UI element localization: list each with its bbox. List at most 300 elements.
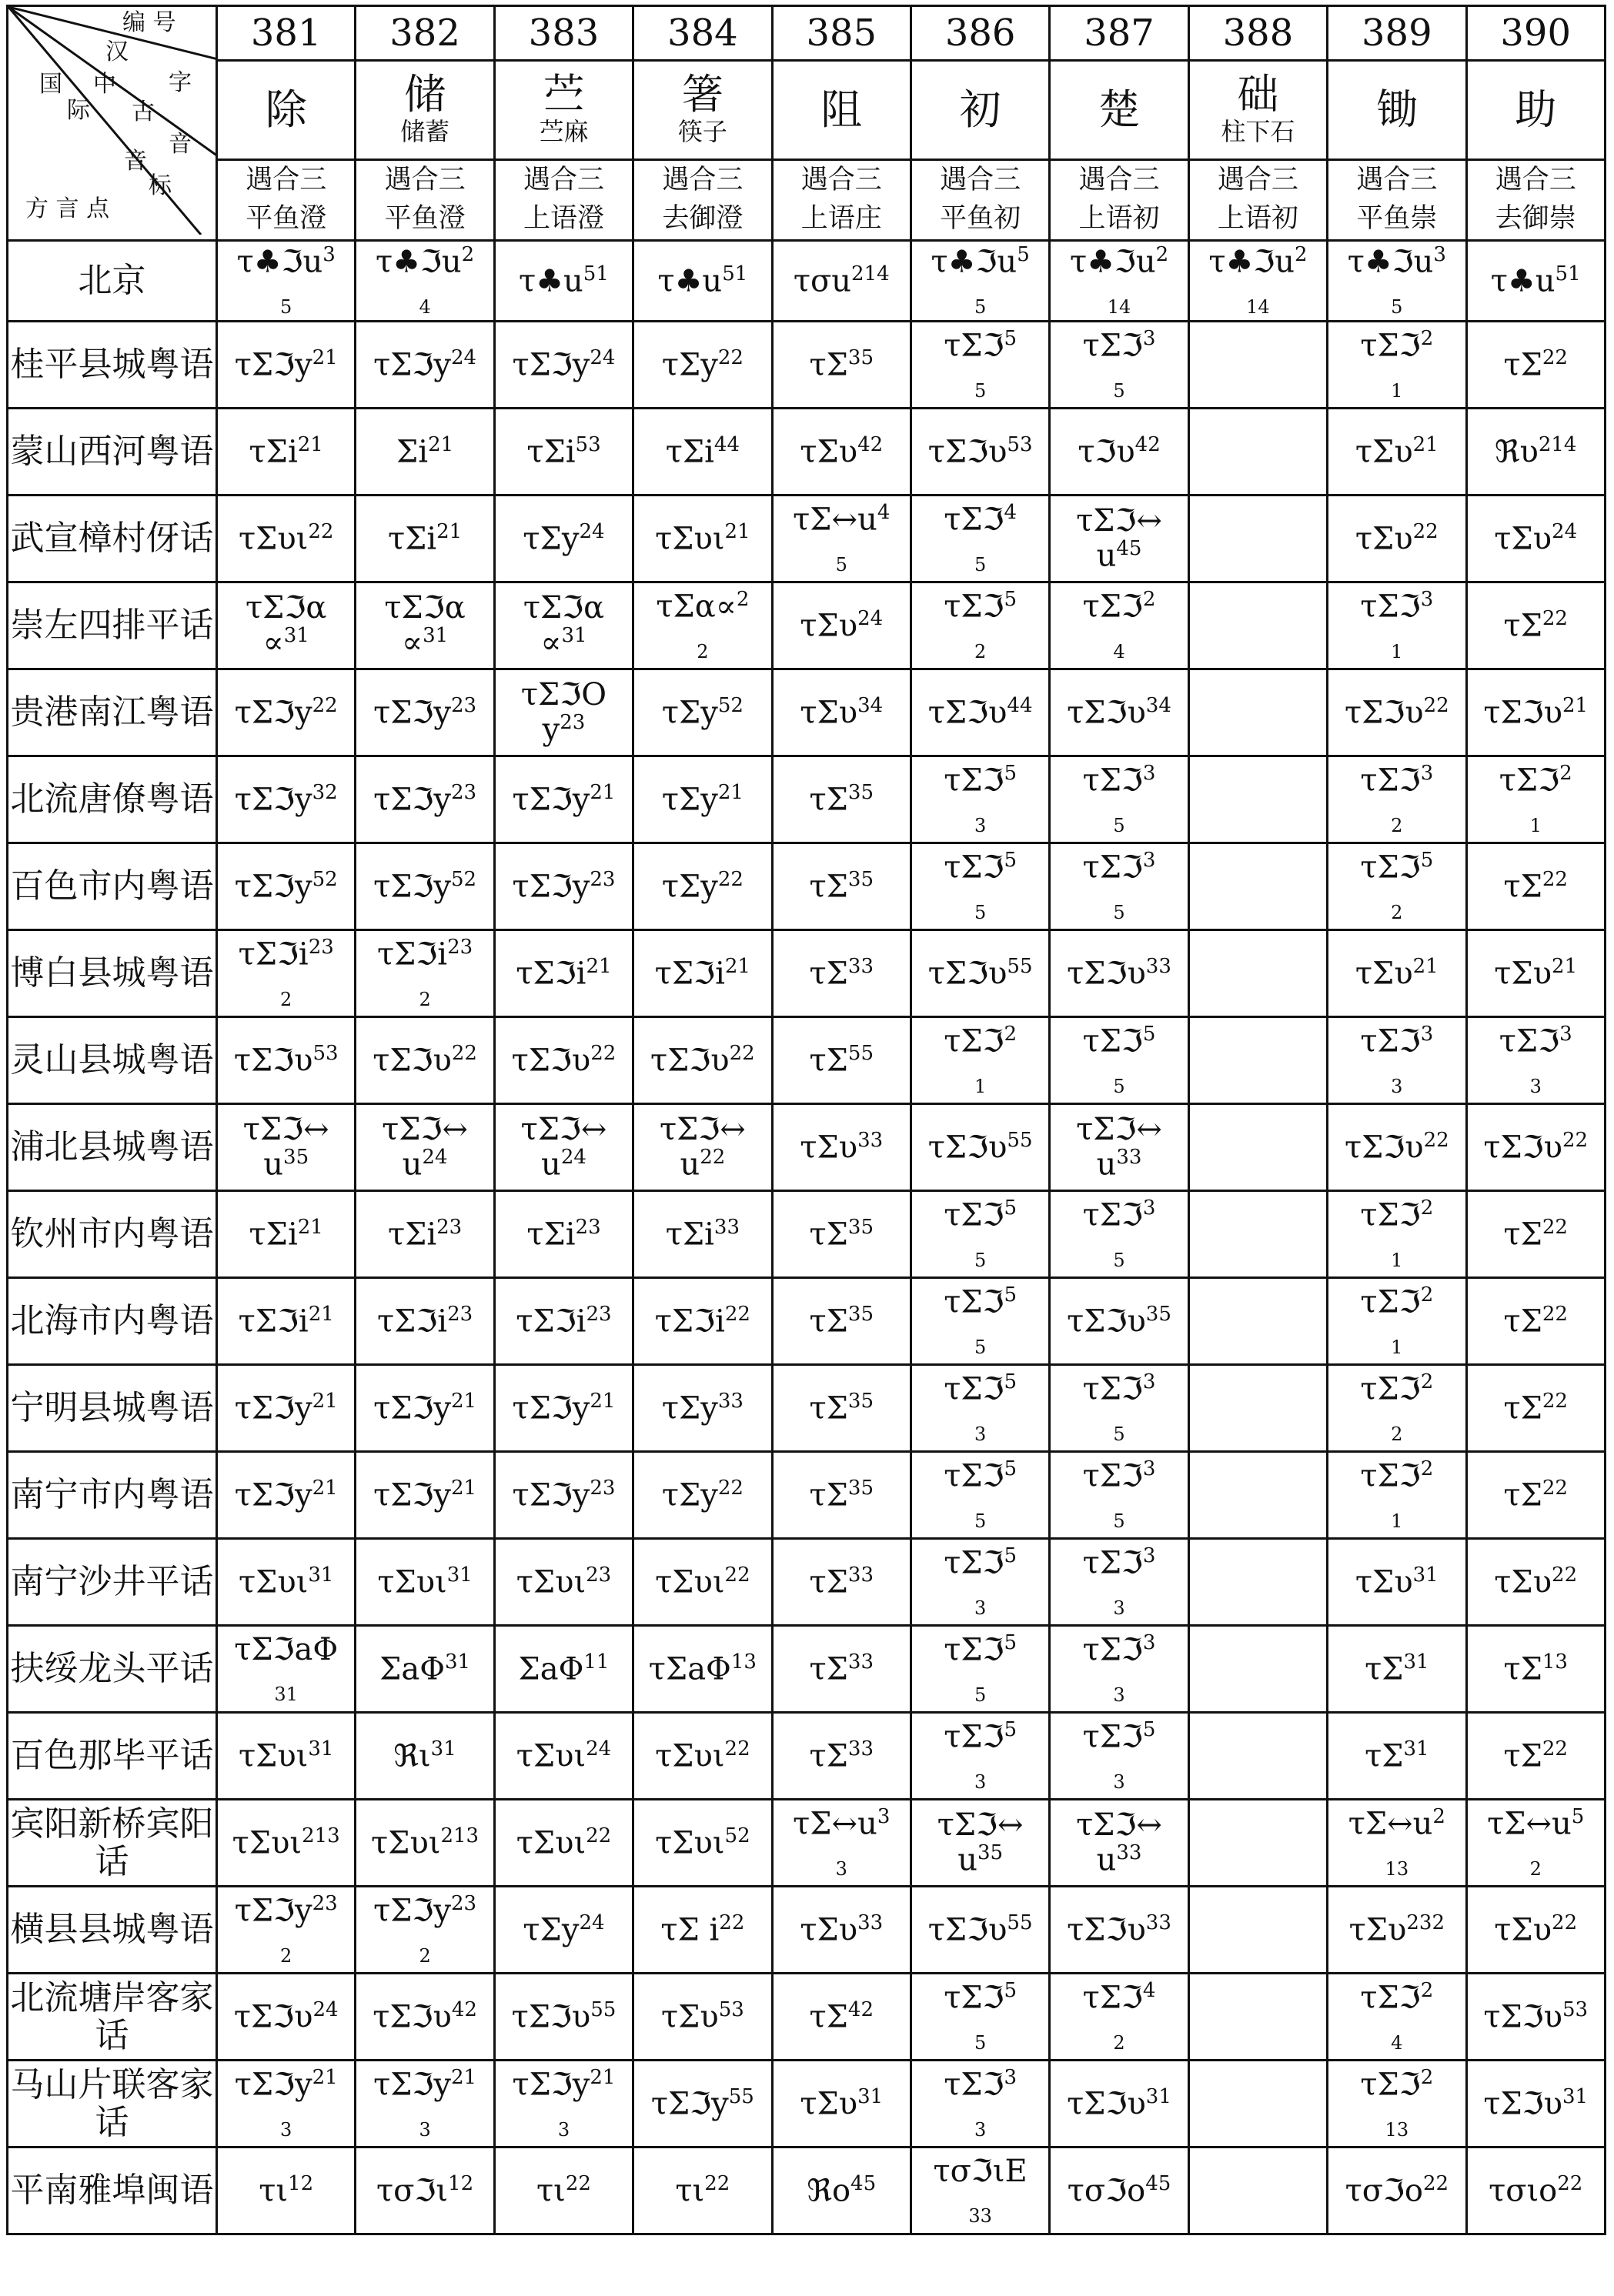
ipa-base-continued: u bbox=[1096, 1146, 1117, 1183]
ipa-base: τσιo bbox=[1489, 2173, 1558, 2209]
ipa-base: τΣυι bbox=[655, 521, 725, 557]
pronunciation-cell bbox=[911, 1800, 1049, 1887]
ipa-base: τΣ bbox=[1365, 1651, 1404, 1687]
place-name: 博白县城粤语 bbox=[10, 953, 214, 993]
column-character: 础 bbox=[1237, 70, 1279, 119]
tone-value: 3 bbox=[1420, 588, 1434, 611]
tone-value: 33 bbox=[857, 1128, 884, 1152]
pronunciation bbox=[496, 1912, 632, 1947]
tone-value: 23 bbox=[447, 936, 473, 959]
tone-value: 21 bbox=[717, 780, 744, 804]
pronunciation-cell bbox=[772, 1539, 911, 1626]
pronunciation bbox=[1328, 849, 1465, 923]
ipa-base: ℜυ bbox=[1494, 434, 1539, 470]
pronunciation-cell bbox=[494, 1887, 633, 1974]
pronunciation bbox=[218, 1564, 354, 1600]
tone-value: 2 bbox=[736, 588, 750, 611]
ipa-base: τΣ bbox=[809, 1390, 848, 1427]
ipa-base: τσℑι bbox=[376, 2173, 449, 2209]
ipa-base: τΣℑυ bbox=[233, 1999, 313, 2035]
pronunciation bbox=[912, 1545, 1048, 1619]
tone-value: 42 bbox=[857, 432, 884, 456]
pronunciation bbox=[634, 1651, 770, 1687]
tone-value: 22 bbox=[700, 1146, 726, 1170]
pronunciation-cell bbox=[911, 843, 1049, 930]
pronunciation bbox=[1468, 521, 1604, 556]
tone-value: 21 bbox=[297, 1215, 323, 1239]
tone-value: 21 bbox=[586, 954, 612, 978]
pronunciation-cell bbox=[633, 1191, 772, 1278]
pronunciation bbox=[218, 434, 354, 469]
ipa-base: τΣ bbox=[809, 1477, 848, 1513]
tone-value: 214 bbox=[1538, 432, 1577, 456]
pronunciation bbox=[1328, 521, 1465, 556]
pronunciation-cell bbox=[217, 1800, 356, 1887]
pronunciation-cell bbox=[494, 756, 633, 843]
ipa-base: τΣ bbox=[809, 1651, 848, 1687]
pronunciation bbox=[356, 936, 493, 1010]
dialect-row bbox=[8, 1626, 1606, 1713]
tone-value: 31 bbox=[283, 624, 309, 648]
pronunciation bbox=[774, 1303, 910, 1339]
ipa-base: τΣυ bbox=[1348, 1912, 1407, 1948]
tone-value: 22 bbox=[1542, 1215, 1568, 1239]
pronunciation bbox=[634, 1999, 770, 2034]
column-number-cell bbox=[633, 6, 772, 61]
ipa-base: τΣℑα bbox=[384, 589, 466, 626]
dialect-row bbox=[8, 843, 1606, 930]
ipa-base: τΣℑυ bbox=[1067, 2086, 1146, 2122]
tone-value: 31 bbox=[423, 624, 449, 648]
ipa-base: τΣℑ bbox=[1360, 328, 1421, 364]
pronunciation bbox=[912, 1023, 1048, 1097]
ipa-base: τΣυ bbox=[1494, 1564, 1552, 1600]
ipa-base: τΣℑ↔ bbox=[520, 1111, 607, 1147]
pronunciation bbox=[774, 1043, 910, 1078]
place-cell bbox=[8, 1539, 217, 1626]
column-character-cell bbox=[1466, 61, 1605, 160]
tone-value: 24 bbox=[1552, 519, 1578, 543]
corner-label: 国 bbox=[39, 71, 62, 98]
pronunciation-cell bbox=[494, 1452, 633, 1539]
tone-value: 22 bbox=[1542, 606, 1568, 630]
pronunciation bbox=[356, 1477, 493, 1513]
pronunciation-cell bbox=[356, 1887, 494, 1974]
place-name: 平南雅埠闽语 bbox=[10, 2171, 214, 2211]
pronunciation-cell bbox=[911, 1017, 1049, 1104]
pronunciation-cell bbox=[1466, 930, 1605, 1017]
tone-value: 45 bbox=[1116, 537, 1142, 561]
pronunciation bbox=[218, 1893, 354, 1967]
tone-value: 22 bbox=[724, 1563, 750, 1587]
pronunciation bbox=[218, 1113, 354, 1183]
column-number: 387 bbox=[1084, 12, 1155, 55]
pronunciation-cell bbox=[911, 582, 1049, 669]
ipa-base: τΣℑ bbox=[1360, 2067, 1421, 2103]
tone-value: 55 bbox=[847, 1041, 874, 1065]
tone-value: 21 bbox=[1552, 954, 1578, 978]
pronunciation bbox=[774, 1738, 910, 1774]
pronunciation-cell bbox=[217, 496, 356, 582]
pronunciation bbox=[634, 1303, 770, 1339]
pronunciation-cell bbox=[1328, 1452, 1466, 1539]
tone-value: 3 bbox=[1142, 1370, 1156, 1393]
pronunciation-cell bbox=[911, 1887, 1049, 1974]
middle-chinese-rhyme: 去御崇 bbox=[1495, 203, 1576, 234]
pronunciation-cell bbox=[1466, 1539, 1605, 1626]
pronunciation bbox=[1051, 589, 1187, 662]
pronunciation bbox=[1468, 1303, 1604, 1339]
column-character: 楚 bbox=[1098, 85, 1141, 134]
column-number-cell bbox=[217, 6, 356, 61]
tone-value: 31 bbox=[1145, 2084, 1171, 2108]
pronunciation bbox=[1051, 1303, 1187, 1339]
pronunciation-cell bbox=[1328, 241, 1466, 322]
ipa-base: τ♣ℑu bbox=[375, 244, 462, 280]
tone-value: 51 bbox=[583, 262, 609, 285]
ipa-base: τΣℑy bbox=[512, 2067, 590, 2103]
pronunciation bbox=[1328, 434, 1465, 469]
tone-value: 3 bbox=[1559, 1023, 1572, 1046]
middle-chinese-category: 遇合三 bbox=[246, 165, 327, 196]
column-number: 382 bbox=[389, 12, 460, 55]
pronunciation-cell bbox=[1328, 1539, 1466, 1626]
tone-value: 22 bbox=[1423, 1128, 1449, 1152]
place-name: 崇左四排平话 bbox=[10, 606, 214, 646]
tone-value: 35 bbox=[847, 867, 874, 891]
pronunciation-cell bbox=[911, 1539, 1049, 1626]
tone-value: 23 bbox=[590, 1476, 616, 1500]
tone-value: 53 bbox=[718, 1997, 744, 2021]
ipa-base: τΣ↔u bbox=[1348, 1806, 1433, 1842]
place-cell bbox=[8, 1278, 217, 1365]
tone-value: 31 bbox=[1403, 1737, 1429, 1760]
ipa-base: τΣℑ bbox=[1082, 589, 1143, 625]
pronunciation-cell bbox=[633, 1365, 772, 1452]
tone-subscript: 5 bbox=[1113, 1510, 1125, 1533]
pronunciation bbox=[1051, 328, 1187, 402]
pronunciation-cell bbox=[217, 843, 356, 930]
pronunciation-cell bbox=[1328, 1800, 1466, 1887]
pronunciation bbox=[1051, 2086, 1187, 2121]
tone-subscript: 2 bbox=[974, 641, 987, 663]
ipa-base: τΣ↔u bbox=[1487, 1806, 1572, 1842]
tone-subscript: 5 bbox=[974, 1684, 987, 1707]
pronunciation-cell bbox=[356, 1278, 494, 1365]
ipa-base: τΣℑ bbox=[944, 1980, 1004, 2016]
middle-chinese-rhyme: 上语澄 bbox=[523, 203, 604, 234]
pronunciation-cell bbox=[911, 1365, 1049, 1452]
dialect-row bbox=[8, 1104, 1606, 1191]
pronunciation bbox=[356, 782, 493, 817]
pronunciation-cell bbox=[1188, 1278, 1327, 1365]
pronunciation-cell bbox=[1466, 1713, 1605, 1800]
pronunciation bbox=[912, 849, 1048, 923]
tone-value: 31 bbox=[1562, 2084, 1589, 2108]
place-cell bbox=[8, 1626, 217, 1713]
pronunciation-cell bbox=[494, 241, 633, 322]
ipa-base: τΣυι bbox=[655, 1738, 725, 1774]
pronunciation-cell bbox=[911, 669, 1049, 756]
pronunciation bbox=[1468, 869, 1604, 904]
tone-value: 23 bbox=[312, 1892, 338, 1915]
pronunciation-cell bbox=[217, 1365, 356, 1452]
tone-value: 23 bbox=[450, 780, 477, 804]
pronunciation-cell bbox=[1188, 1626, 1327, 1713]
pronunciation bbox=[356, 434, 493, 469]
ipa-base: τΣυ bbox=[800, 608, 858, 644]
pronunciation-cell bbox=[1328, 1365, 1466, 1452]
pronunciation-cell bbox=[494, 669, 633, 756]
tone-subscript: 3 bbox=[974, 1771, 987, 1794]
column-number: 386 bbox=[944, 12, 1016, 55]
tone-value: 3 bbox=[1142, 762, 1156, 785]
ipa-base: τΣℑυ bbox=[233, 1043, 313, 1079]
pronunciation-cell bbox=[1188, 409, 1327, 496]
pronunciation bbox=[218, 869, 354, 904]
pronunciation bbox=[356, 1738, 493, 1774]
place-name: 北京 bbox=[78, 261, 146, 301]
pronunciation bbox=[356, 1216, 493, 1252]
column-middle-chinese-cell bbox=[494, 160, 633, 241]
place-name: 马山片联客家话 bbox=[10, 2064, 214, 2142]
column-gloss: 筷子 bbox=[677, 117, 727, 147]
tone-subscript: 5 bbox=[974, 1250, 987, 1272]
tone-value: 5 bbox=[1142, 1718, 1156, 1741]
pronunciation-cell bbox=[1466, 1626, 1605, 1713]
tone-value: 33 bbox=[847, 1563, 874, 1587]
ipa-base: τΣ bbox=[1365, 1738, 1404, 1774]
ipa-base: τΣℑ bbox=[1360, 1284, 1421, 1320]
pronunciation-cell bbox=[1328, 1278, 1466, 1365]
tone-value: 2 bbox=[1294, 243, 1308, 266]
tone-value: 31 bbox=[561, 624, 587, 648]
tone-value: 52 bbox=[312, 867, 338, 891]
pronunciation-cell bbox=[1188, 1104, 1327, 1191]
tone-value: 21 bbox=[1412, 954, 1439, 978]
pronunciation bbox=[218, 695, 354, 730]
tone-value: 55 bbox=[728, 2084, 754, 2108]
pronunciation-cell bbox=[633, 1104, 772, 1191]
column-character: 储 bbox=[404, 70, 446, 119]
tone-value: 24 bbox=[590, 345, 616, 369]
ipa-base: τΣ bbox=[809, 782, 848, 818]
ipa-base: τΣℑυ bbox=[927, 434, 1007, 470]
tone-value: 5 bbox=[1004, 588, 1018, 611]
ipa-base: τΣυι bbox=[238, 1564, 309, 1600]
ipa-base: τΣυι bbox=[232, 1825, 302, 1861]
ipa-base: τΣy bbox=[661, 347, 718, 383]
tone-value: 5 bbox=[1004, 327, 1018, 350]
pronunciation-cell bbox=[1050, 756, 1188, 843]
tone-value: 22 bbox=[451, 1041, 477, 1065]
pronunciation bbox=[912, 763, 1048, 836]
middle-chinese-category: 遇合三 bbox=[1078, 165, 1160, 196]
tone-value: 33 bbox=[1116, 1841, 1142, 1865]
middle-chinese-rhyme: 平鱼澄 bbox=[246, 203, 327, 234]
tone-value: 34 bbox=[1145, 693, 1171, 717]
pronunciation-cell bbox=[217, 1539, 356, 1626]
pronunciation bbox=[912, 2154, 1048, 2228]
column-character: 初 bbox=[959, 85, 1001, 134]
ipa-base: τΣℑυ bbox=[650, 1043, 730, 1079]
column-character: 助 bbox=[1515, 85, 1557, 134]
pronunciation-cell bbox=[1466, 496, 1605, 582]
tone-value: 5 bbox=[1142, 1023, 1156, 1046]
tone-subscript: 2 bbox=[1113, 2032, 1125, 2054]
tone-subscript: 1 bbox=[1391, 1337, 1403, 1359]
tone-subscript: 5 bbox=[974, 2032, 987, 2054]
pronunciation-cell bbox=[911, 322, 1049, 409]
pronunciation-cell bbox=[356, 1017, 494, 1104]
pronunciation-cell bbox=[1050, 241, 1188, 322]
pronunciation bbox=[1051, 1632, 1187, 1706]
place-name: 桂平县城粤语 bbox=[10, 345, 214, 385]
ipa-base: τΣ bbox=[1503, 1651, 1542, 1687]
ipa-base: τΣℑi bbox=[238, 936, 309, 973]
tone-value: 2 bbox=[1420, 1283, 1434, 1307]
tone-value: 21 bbox=[450, 1389, 477, 1413]
column-number-cell bbox=[911, 6, 1049, 61]
middle-chinese-category: 遇合三 bbox=[1495, 165, 1576, 196]
ipa-base: τΣℑ bbox=[1499, 1023, 1560, 1060]
tone-value: 21 bbox=[436, 519, 463, 543]
ipa-base: τΣℑυ bbox=[373, 1999, 452, 2035]
pronunciation-cell bbox=[356, 241, 494, 322]
middle-chinese-category: 遇合三 bbox=[800, 165, 882, 196]
tone-subscript: 5 bbox=[280, 296, 292, 319]
pronunciation-cell bbox=[494, 1017, 633, 1104]
pronunciation bbox=[1468, 1130, 1604, 1165]
place-name: 百色市内粤语 bbox=[10, 866, 214, 906]
ipa-base: τΣℑ bbox=[944, 763, 1004, 799]
pronunciation-cell bbox=[217, 1452, 356, 1539]
column-middle-chinese-cell bbox=[911, 160, 1049, 241]
pronunciation-cell bbox=[633, 669, 772, 756]
tone-value: 33 bbox=[847, 1650, 874, 1674]
tone-subscript: 3 bbox=[1113, 1597, 1125, 1620]
ipa-base: τΣℑυ bbox=[1067, 956, 1146, 992]
tone-value: 21 bbox=[1562, 693, 1589, 717]
pronunciation bbox=[634, 2086, 770, 2121]
place-cell bbox=[8, 756, 217, 843]
tone-value: 2 bbox=[1420, 1457, 1434, 1480]
column-character-cell bbox=[1188, 61, 1327, 160]
pronunciation bbox=[356, 1999, 493, 2034]
tone-value: 22 bbox=[1562, 1128, 1589, 1152]
corner-header-cell bbox=[8, 6, 217, 241]
tone-value: 53 bbox=[1007, 432, 1033, 456]
tone-subscript: 13 bbox=[1385, 1858, 1409, 1881]
pronunciation-cell bbox=[1188, 1713, 1327, 1800]
place-name: 蒙山西河粤语 bbox=[10, 432, 214, 472]
pronunciation-cell bbox=[1466, 582, 1605, 669]
ipa-base: τΣℑ bbox=[944, 328, 1004, 364]
tone-subscript: 5 bbox=[1113, 1076, 1125, 1098]
ipa-base: τΣi bbox=[387, 521, 437, 557]
pronunciation bbox=[774, 1651, 910, 1687]
pronunciation-cell bbox=[772, 582, 911, 669]
tone-value: 21 bbox=[312, 2066, 338, 2089]
pronunciation-cell bbox=[1466, 322, 1605, 409]
tone-value: 2 bbox=[1155, 243, 1169, 266]
ipa-base: τΣℑ bbox=[1082, 1545, 1143, 1581]
tone-subscript: 1 bbox=[1391, 1510, 1403, 1533]
tone-value: 23 bbox=[560, 711, 586, 735]
tone-subscript: 14 bbox=[1246, 296, 1270, 319]
ipa-base: τΣaΦ bbox=[648, 1651, 731, 1687]
pronunciation bbox=[356, 591, 493, 661]
column-middle-chinese-cell bbox=[217, 160, 356, 241]
tone-subscript: 2 bbox=[1529, 1858, 1542, 1881]
place-cell bbox=[8, 1104, 217, 1191]
tone-value: 45 bbox=[1145, 2171, 1171, 2195]
ipa-base: τΣℑ bbox=[1499, 763, 1560, 799]
tone-value: 4 bbox=[1142, 1979, 1156, 2002]
pronunciation-cell bbox=[1188, 756, 1327, 843]
pronunciation bbox=[496, 1651, 632, 1687]
ipa-base: τΣℑυ bbox=[511, 1043, 591, 1079]
pronunciation-cell bbox=[1328, 1626, 1466, 1713]
tone-value: 42 bbox=[451, 1997, 477, 2021]
pronunciation-cell bbox=[356, 1539, 494, 1626]
pronunciation-cell bbox=[217, 322, 356, 409]
dialect-row bbox=[8, 1974, 1606, 2061]
ipa-base: τΣυ bbox=[1494, 1912, 1552, 1948]
pronunciation-cell bbox=[1328, 1191, 1466, 1278]
tone-subscript: 3 bbox=[1113, 1771, 1125, 1794]
pronunciation bbox=[634, 1390, 770, 1426]
pronunciation bbox=[774, 956, 910, 991]
ipa-base: τΣυ bbox=[1355, 956, 1413, 992]
pronunciation bbox=[496, 869, 632, 904]
tone-value: 21 bbox=[297, 432, 323, 456]
pronunciation-cell bbox=[494, 1365, 633, 1452]
tone-subscript: 5 bbox=[974, 296, 987, 319]
ipa-base: τΣi bbox=[526, 1216, 576, 1253]
corner-label: 标 bbox=[149, 172, 172, 199]
pronunciation-cell bbox=[217, 1974, 356, 2061]
ipa-base: τΣℑ bbox=[944, 1719, 1004, 1755]
tone-value: 2 bbox=[1559, 762, 1572, 785]
place-cell bbox=[8, 843, 217, 930]
pronunciation-cell bbox=[911, 1626, 1049, 1713]
place-cell bbox=[8, 669, 217, 756]
ipa-base: τΣυι bbox=[516, 1564, 586, 1600]
tone-subscript: 5 bbox=[1113, 1423, 1125, 1446]
pronunciation-cell bbox=[1188, 1017, 1327, 1104]
ipa-base: τΣα∝ bbox=[656, 589, 737, 625]
pronunciation-cell bbox=[633, 582, 772, 669]
tone-value: 35 bbox=[1145, 1302, 1171, 1326]
ipa-base: τΣυ bbox=[800, 2086, 858, 2122]
pronunciation bbox=[356, 2173, 493, 2208]
pronunciation-cell bbox=[772, 1191, 911, 1278]
ipa-base: τℑυ bbox=[1078, 434, 1135, 470]
pronunciation-cell bbox=[1050, 1365, 1188, 1452]
ipa-base: τΣℑυ bbox=[1483, 1130, 1562, 1166]
tone-value: 3 bbox=[1142, 1631, 1156, 1654]
tone-subscript: 2 bbox=[1391, 1423, 1403, 1446]
ipa-base: τΣ bbox=[809, 1564, 848, 1600]
tone-value: 44 bbox=[1007, 693, 1033, 717]
ipa-base: τΣℑ bbox=[1082, 1719, 1143, 1755]
column-middle-chinese-cell bbox=[356, 160, 494, 241]
pronunciation bbox=[356, 1825, 493, 1860]
pronunciation-cell bbox=[911, 756, 1049, 843]
pronunciation-cell bbox=[356, 1452, 494, 1539]
ipa-base: τΣ bbox=[809, 1216, 848, 1253]
